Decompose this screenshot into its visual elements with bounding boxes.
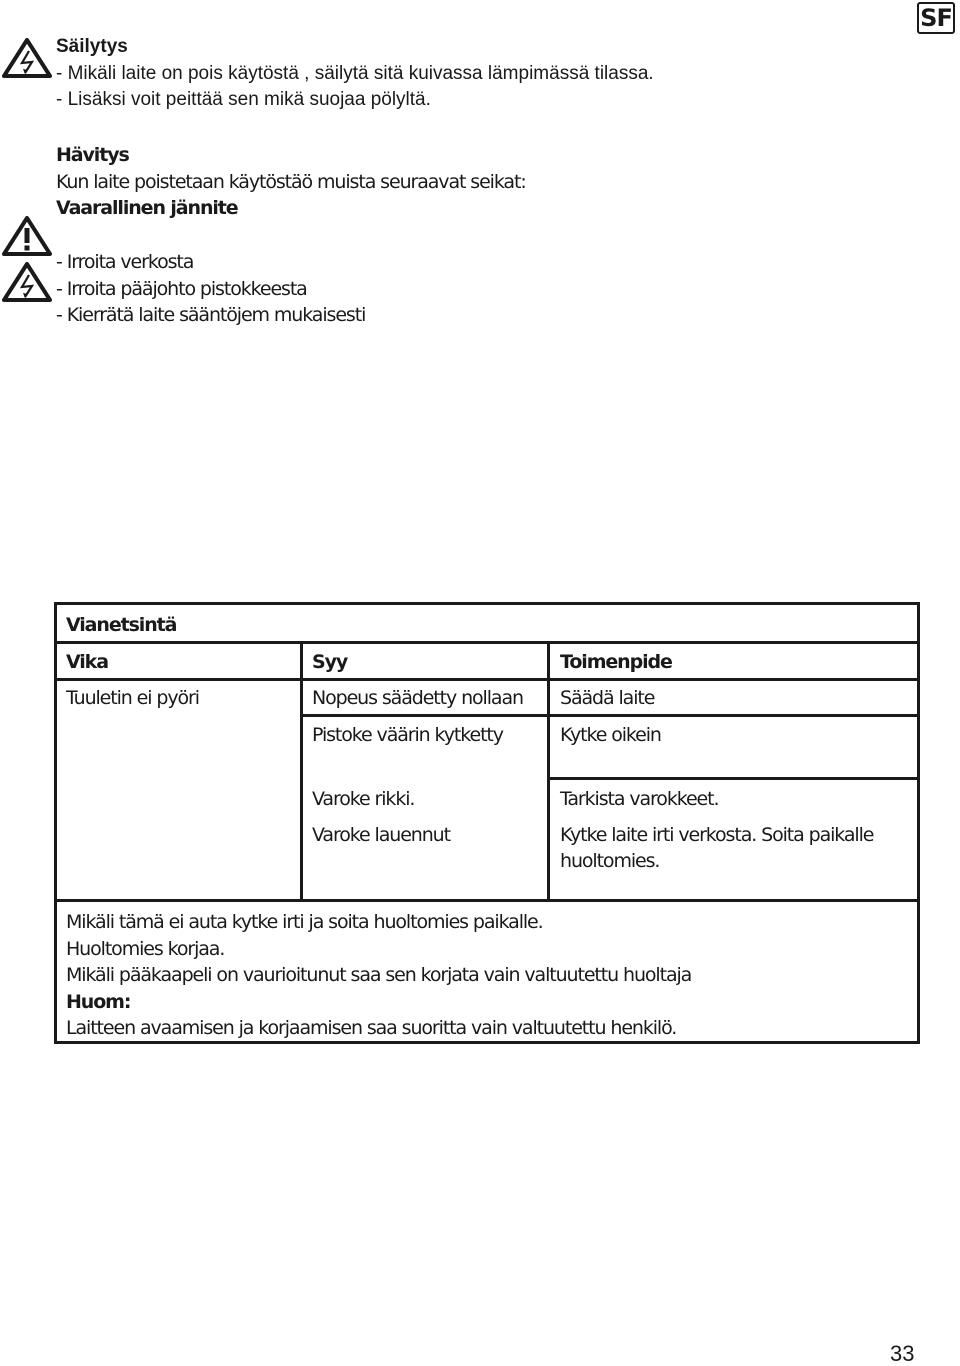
storage-title: Säilytys xyxy=(56,36,128,57)
disposal-title: Hävitys xyxy=(56,144,129,166)
cause-cell: Pistoke väärin kytketty xyxy=(312,724,503,746)
cause-cell: Varoke rikki. xyxy=(312,788,415,810)
troubleshooting-table xyxy=(54,602,920,1044)
lightning-warning-icon xyxy=(2,38,52,78)
note-line: Huoltomies korjaa. xyxy=(66,938,225,960)
header-fault: Vika xyxy=(66,651,108,673)
storage-line: - Mikäli laite on pois käytöstä , säilytä sitä kuivassa lämpimässä tilassa. xyxy=(56,62,654,84)
disposal-section xyxy=(56,142,526,329)
disposal-step: - Kierrätä laite sääntöjem mukaisesti xyxy=(56,304,366,327)
disposal-intro: Kun laite poistetaan käytöstäö muista seuraavat seikat: xyxy=(56,170,526,193)
lightning-warning-icon xyxy=(2,262,52,302)
action-cell: Tarkista varokkeet. xyxy=(560,788,719,810)
note-text: Laitteen avaamisen ja korjaamisen saa suoritta vain valtuutettu henkilö. xyxy=(66,1017,677,1039)
note-label: Huom: xyxy=(66,991,131,1013)
header-cause: Syy xyxy=(312,651,348,673)
note-line: Mikäli pääkaapeli on vaurioitunut saa sen korjata vain valtuutettu huoltaja xyxy=(66,964,692,986)
cause-cell: Varoke lauennut xyxy=(312,824,450,846)
disposal-step: - Irroita verkosta xyxy=(56,250,194,273)
cause-cell: Nopeus säädetty nollaan xyxy=(312,687,523,709)
table-title: Vianetsintä xyxy=(66,614,177,636)
storage-line: - Lisäksi voit peittää sen mikä suojaa pölyltä. xyxy=(56,89,431,111)
fault-cell: Tuuletin ei pyöri xyxy=(66,687,199,709)
page-number: 33 xyxy=(890,1341,915,1366)
note-line: Mikäli tämä ei auta kytke irti ja soita huoltomies paikalle. xyxy=(66,911,543,933)
action-cell-continued: huoltomies. xyxy=(560,850,660,872)
language-badge: SF xyxy=(917,2,955,34)
disposal-step: - Irroita pääjohto pistokkeesta xyxy=(56,277,307,300)
action-cell: Säädä laite xyxy=(560,687,655,709)
storage-section xyxy=(56,34,654,114)
voltage-warning-title: Vaarallinen jännite xyxy=(56,197,238,220)
action-cell: Kytke laite irti verkosta. Soita paikalle xyxy=(560,824,874,846)
action-cell: Kytke oikein xyxy=(560,724,661,746)
exclamation-warning-icon xyxy=(2,216,52,256)
header-action: Toimenpide xyxy=(560,651,672,673)
